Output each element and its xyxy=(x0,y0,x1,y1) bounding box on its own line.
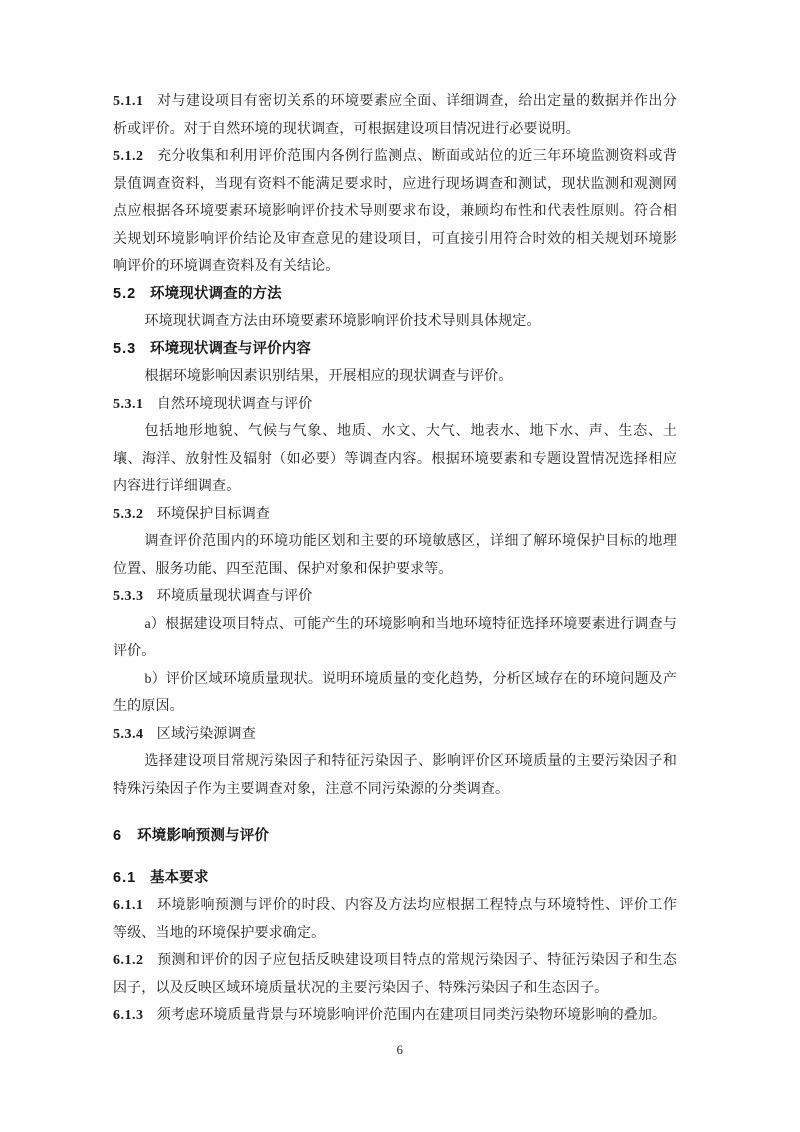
clause-number: 5.1.2 xyxy=(113,149,144,164)
heading-text: 环境现状调查与评价内容 xyxy=(149,340,312,357)
clause-text: 对与建设项目有密切关系的环境要素应全面、详细调查，给出定量的数据并作出分析或评价。对于自然环境的现状调查，可根据建设项目情况进行必要说明。 xyxy=(113,94,677,137)
clause-text: 充分收集和利用评价范围内各例行监测点、断面或站位的近三年环境监测资料或背景值调查资料，当现有资料不能满足要求时，应进行现场调查和测试，现状监测和观测网点应根据各环境要素环境影响评价技术导则要求布设，兼顾均布性和代表性原则。符合相关规划环境影响评价结论及审查意见的建设项目，可直接引用符合时效的相关规划环境影响评价的环境调查资料及有关结论。 xyxy=(113,149,677,274)
clause-6-1-2 xyxy=(113,947,677,1002)
clause-6-1-3 xyxy=(113,1002,677,1030)
heading-text: 环境质量现状调查与评价 xyxy=(156,589,313,604)
clause-text: 环境影响预测与评价的时段、内容及方法均应根据工程特点与环境特性、评价工作等级、当地的环境保护要求确定。 xyxy=(113,898,677,941)
document-body xyxy=(113,88,677,1030)
heading-number: 5.3.4 xyxy=(113,726,144,742)
clause-number: 6.1.2 xyxy=(113,953,144,968)
clause-text: 预测和评价的因子应包括反映建设项目特点的常规污染因子、特征污染因子和生态因子，以及反映区域环境质量状况的主要污染因子、特殊污染因子和生态因子。 xyxy=(113,953,677,996)
heading-5-3 xyxy=(113,336,677,364)
paragraph: 根据环境影响因素识别结果，开展相应的现状调查与评价。 xyxy=(144,369,513,384)
clause-number: 5.1.1 xyxy=(113,94,144,109)
heading-number: 5.3 xyxy=(113,340,137,357)
clause-5-1-2 xyxy=(113,143,677,281)
heading-text: 环境影响预测与评价 xyxy=(137,828,270,844)
heading-text: 自然环境现状调查与评价 xyxy=(156,396,313,412)
heading-number: 5.3.1 xyxy=(113,396,144,412)
heading-number: 6 xyxy=(113,828,122,844)
clause-6-1-1 xyxy=(113,892,677,947)
heading-text: 区域污染源调查 xyxy=(156,726,256,742)
heading-text: 环境保护目标调查 xyxy=(156,506,270,522)
paragraph: 环境现状调查方法由环境要素环境影响评价技术导则具体规定。 xyxy=(144,314,541,329)
heading-number: 5.3.2 xyxy=(113,506,144,522)
heading-6-1 xyxy=(113,865,677,893)
clause-number: 6.1.3 xyxy=(113,1008,144,1023)
heading-number: 6.1 xyxy=(113,869,137,886)
paragraph: 调查评价范围内的环境功能区划和主要的环境敏感区，详细了解环境保护目标的地理位置、服务功能、四至范围、保护对象和保护要求等。 xyxy=(113,534,677,577)
heading-5-2 xyxy=(113,281,677,309)
list-item-b: b）评价区域环境质量现状。说明环境质量的变化趋势，分析区域存在的环境问题及产生的原因。 xyxy=(113,671,677,714)
heading-number: 5.3.3 xyxy=(113,589,144,604)
heading-text: 基本要求 xyxy=(149,869,209,886)
heading-5-3-1 xyxy=(113,391,677,419)
heading-5-3-2 xyxy=(113,501,677,529)
heading-number: 5.2 xyxy=(113,285,137,302)
paragraph: 选择建设项目常规污染因子和特征污染因子、影响评价区环境质量的主要污染因子和特殊污染因子作为主要调查对象，注意不同污染源的分类调查。 xyxy=(113,754,677,797)
page-number: 6 xyxy=(396,1042,404,1057)
heading-5-3-3 xyxy=(113,583,677,611)
list-item-a: a）根据建设项目特点、可能产生的环境影响和当地环境特征选择环境要素进行调查与评价。 xyxy=(113,616,677,659)
heading-text: 环境现状调查的方法 xyxy=(149,285,282,302)
clause-text: 须考虑环境质量背景与环境影响评价范围内在建项目同类污染物环境影响的叠加。 xyxy=(156,1008,667,1023)
chapter-heading-6 xyxy=(113,823,677,851)
clause-number: 6.1.1 xyxy=(113,898,144,913)
clause-5-1-1 xyxy=(113,88,677,143)
heading-5-3-4 xyxy=(113,721,677,749)
paragraph: 包括地形地貌、气候与气象、地质、水文、大气、地表水、地下水、声、生态、土壤、海洋、放射性及辐射（如必要）等调查内容。根据环境要素和专题设置情况选择相应内容进行详细调查。 xyxy=(113,424,677,494)
